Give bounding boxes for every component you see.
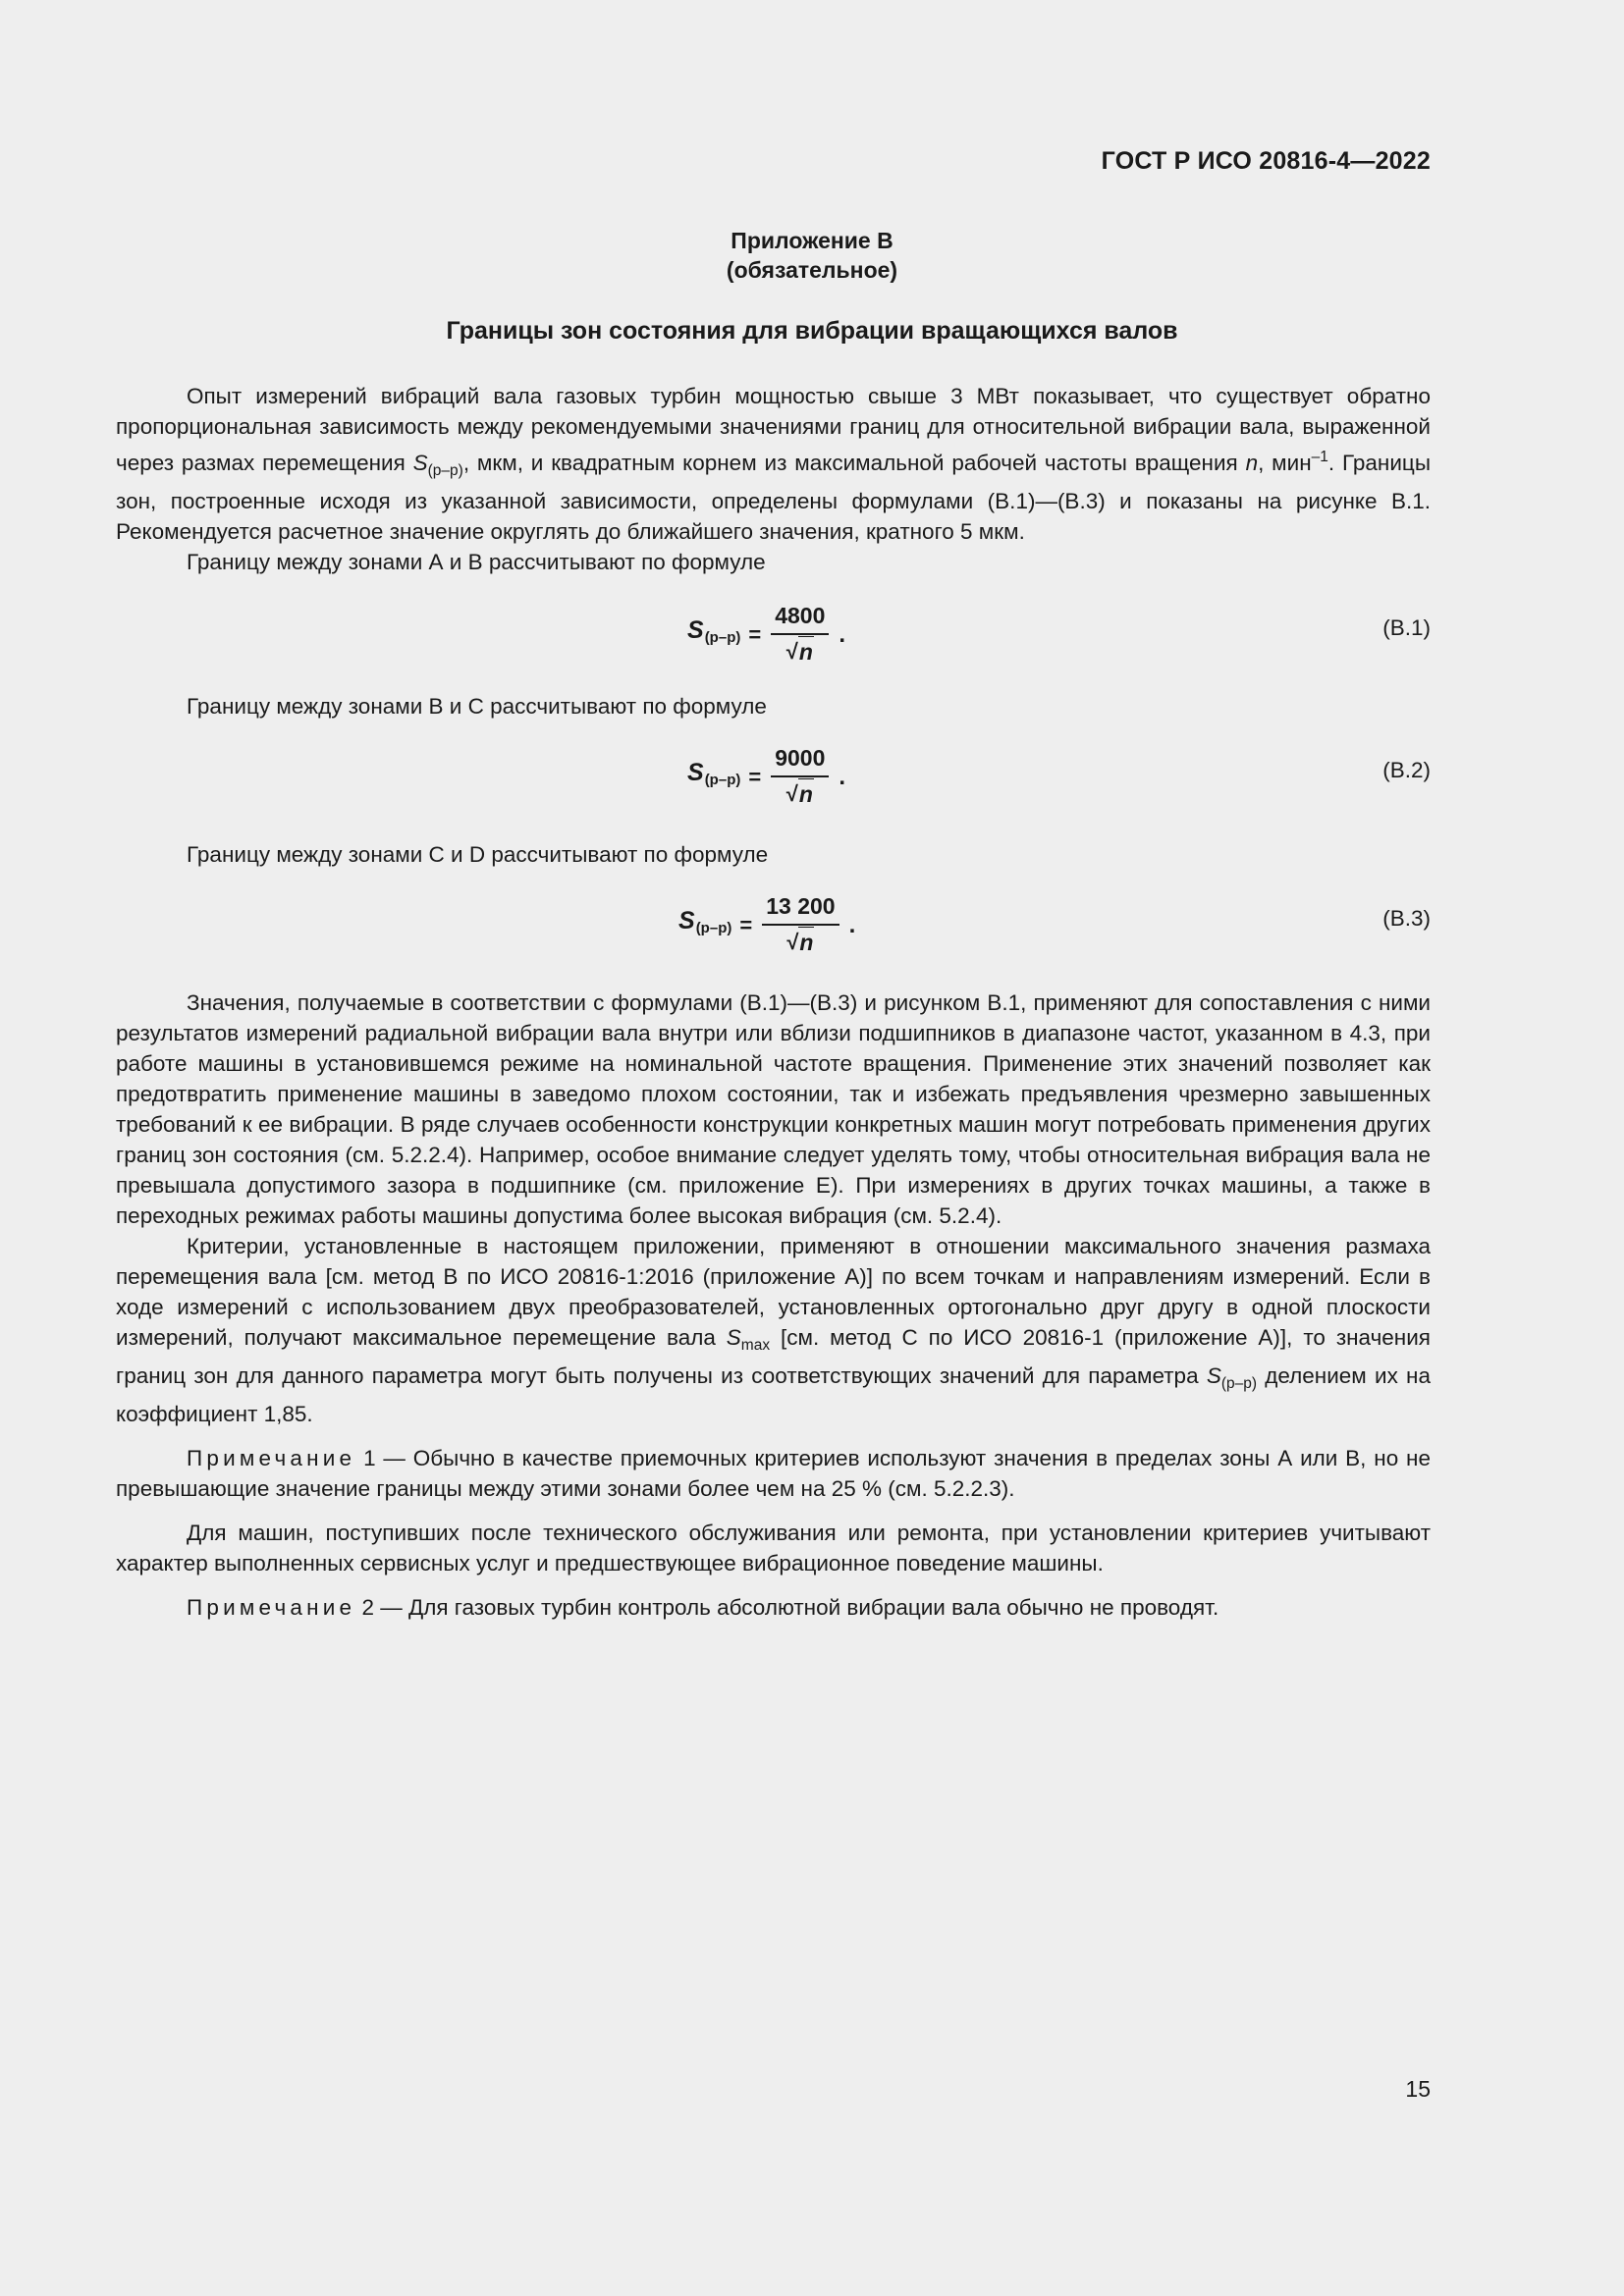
formula-number: (В.2) [1382, 758, 1431, 782]
intro-exponent: –1 [1311, 449, 1328, 465]
formula-equals: = [748, 621, 762, 647]
intro-symbol-sub: (p–p) [427, 462, 463, 479]
formula-expression [687, 601, 845, 667]
formula-lhs [687, 758, 740, 795]
criteria-text-3: делением их на коэффициент 1,85. [116, 1363, 1431, 1426]
formula-numerator: 4800 [771, 601, 829, 635]
formula-denominator [786, 777, 814, 810]
formula-lhs [687, 615, 740, 653]
values-paragraph: Значения, получаемые в соответствии с формулами (В.1)—(В.3) и рисунком В.1, применяют для сопоставления с ними результатов измерений радиальной вибрации вала внутри или вблизи подшипников в диапазоне частот, указанном в 4.3, при работе машины в установившемся режиме на номинальной частоте вращения. Применение этих значений позволяет как предотвратить применение машины в заведомо плохом состоянии, так и избежать предъявления чрезмерно завышенных требований к ее вибрации. В ряде случаев особенности конструкции конкретных машин могут потребовать применения других границ зон состояния (см. 5.2.2.4). Например, особое внимание следует уделять тому, чтобы относительная вибрация вала не превышала допустимого зазора в подшипнике (см. приложение Е). При измерениях в других точках машины, а также в переходных режимах работы машины допустима более высокая вибрация (см. 5.2.4). [116, 990, 1431, 1228]
formula-number: (В.1) [1382, 615, 1431, 640]
formula-period: . [848, 911, 856, 938]
intro-text-4: . Границы зон, построенные исходя из указанной зависимости, определены формулами (В.1)—(В.3) и показаны на рисунке В.1. Рекомендуется расчетное значение округлять до ближайшего значения, кратного 5 мкм. [116, 451, 1431, 544]
section-title: Границы зон состояния для вибрации вращающихся валов [446, 317, 1178, 345]
formula-lhs [678, 906, 731, 943]
note-label: Примечание [187, 1446, 356, 1470]
intro-paragraph [116, 381, 1431, 547]
note-2 [116, 1592, 1431, 1623]
formula-lhs-symbol: S [687, 759, 704, 786]
note-1 [116, 1443, 1431, 1504]
formula-fraction [762, 891, 839, 958]
page-number: 15 [1405, 2076, 1431, 2102]
radical-symbol: √ [785, 639, 798, 664]
formula-b3 [116, 878, 1431, 976]
formula-radicand: n [798, 778, 814, 810]
formula-intro: Границу между зонами С и D рассчитывают по формуле [187, 842, 769, 867]
formula-period: . [839, 620, 846, 648]
criteria-spp-symbol: S [1206, 1363, 1221, 1388]
formula-denominator [786, 635, 814, 667]
note-text: 1 — Обычно в качестве приемочных критериев используют значения в пределах зоны А или В, но не превышающие значение границы между этими зонами более чем на 25 % (см. 5.2.2.3). [116, 1446, 1431, 1501]
formula-lhs-symbol: S [678, 907, 695, 934]
criteria-paragraph [116, 1231, 1431, 1429]
formula-b1 [116, 587, 1431, 681]
formula-lhs-sub: (p–p) [704, 629, 741, 646]
formula-denominator [786, 926, 814, 958]
formula-radicand: n [798, 927, 814, 958]
formula-lhs-symbol: S [687, 616, 704, 644]
formula-lhs-sub: (p–p) [704, 772, 741, 788]
formula-fraction [771, 743, 829, 810]
document-header: ГОСТ Р ИСО 20816-4—2022 [1101, 147, 1431, 175]
formula-intro: Границу между зонами А и В рассчитывают по формуле [187, 550, 766, 574]
appendix-heading [0, 226, 1624, 285]
criteria-smax-sub: max [740, 1337, 771, 1354]
intro-n: n [1245, 451, 1259, 475]
radical-symbol: √ [786, 930, 799, 954]
formula-numerator: 13 200 [762, 891, 839, 926]
note-text: 2 — Для газовых турбин контроль абсолютной вибрации вала обычно не проводят. [355, 1595, 1219, 1620]
formula-lhs-sub: (p–p) [695, 920, 732, 936]
criteria-smax-symbol: S [726, 1325, 741, 1350]
intro-text-3: , мин [1258, 451, 1312, 475]
formula-equals: = [739, 912, 753, 937]
intro-text-1: Опыт измерений вибраций вала газовых турбин мощностью свыше 3 МВт показывает, что существует обратно пропорциональная зависимость между рекомендуемыми значениями границ для относительной вибрации вала, выраженной через размах перемещения [116, 384, 1431, 475]
criteria-text-1: Критерии, установленные в настоящем приложении, применяют в отношении максимального значения размаха перемещения вала [см. метод В по ИСО 20816-1:2016 (приложение А)] по всем точкам и направлениям измерений. Если в ходе измерений с использованием двух преобразователей, установленных ортогонально друг другу в одной плоскости измерений, получают максимальное перемещение вала [116, 1234, 1431, 1350]
appendix-status: (обязательное) [726, 257, 898, 283]
intro-text-2: , мкм, и квадратным корнем из максимальной рабочей частоты вращения [462, 451, 1246, 475]
formula-numerator: 9000 [771, 743, 829, 777]
formula-radicand: n [798, 636, 814, 667]
maintenance-paragraph: Для машин, поступивших после технического обслуживания или ремонта, при установлении критериев учитывают характер выполненных сервисных услуг и предшествующее вибрационное поведение машины. [116, 1521, 1431, 1575]
formula-fraction [771, 601, 829, 667]
criteria-text-2: [см. метод С по ИСО 20816-1 (приложение А)], то значения границ зон для данного параметра могут быть получены из соответствующих значений для параметра [116, 1325, 1431, 1388]
formula-intro: Границу между зонами В и С рассчитывают по формуле [187, 694, 767, 719]
radical-symbol: √ [785, 781, 798, 806]
formula-number: (В.3) [1382, 906, 1431, 931]
criteria-spp-sub: (p–p) [1220, 1375, 1258, 1392]
note-label: Примечание [187, 1595, 356, 1620]
formula-period: . [839, 763, 846, 790]
appendix-title: Приложение В [731, 228, 893, 253]
formula-b2 [116, 729, 1431, 828]
intro-symbol: S [412, 451, 428, 475]
formula-expression [687, 743, 845, 810]
formula-equals: = [748, 764, 762, 789]
formula-expression [678, 891, 855, 958]
body-text [116, 381, 1431, 1623]
